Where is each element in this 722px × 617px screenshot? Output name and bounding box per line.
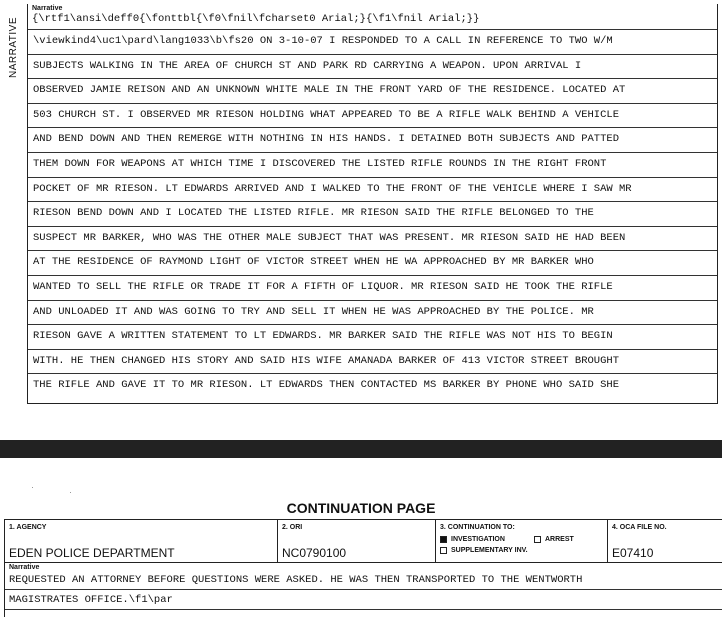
narrative-line: AND BEND DOWN AND THEN REMERGE WITH NOTHING IN HIS HANDS. I DETAINED BOTH SUBJECTS AND PATTED [28, 127, 717, 152]
scan-speck [70, 492, 71, 493]
investigation-checkbox [440, 536, 447, 543]
narrative-line: AND UNLOADED IT AND WAS GOING TO TRY AND SELL IT WHEN HE WAS APPROACHED BY THE POLICE. MR [28, 300, 717, 325]
continuation-form [4, 519, 722, 617]
investigation-option [440, 536, 505, 543]
narrative-line: RIESON GAVE A WRITTEN STATEMENT TO LT EDWARDS. MR BARKER SAID THE RIFLE WAS NOT HIS TO BEGIN [28, 324, 717, 349]
supplementary-option [440, 547, 528, 554]
narrative-line: THEM DOWN FOR WEAPONS AT WHICH TIME I DISCOVERED THE LISTED RIFLE ROUNDS IN THE RIGHT FRONT [28, 152, 717, 177]
narrative-line: \viewkind4\uc1\pard\lang1033\b\fs20 ON 3-10-07 I RESPONDED TO A CALL IN REFERENCE TO TWO W/M [28, 29, 717, 54]
rtf-header-line: {\rtf1\ansi\deff0{\fonttbl{\f0\fnil\fcharset0 Arial;}{\f1\fnil Arial;}} [32, 13, 480, 25]
narrative-line: RIESON BEND DOWN AND I LOCATED THE LISTED RIFLE. MR RIESON SAID THE RIFLE BELONGED TO THE [28, 201, 717, 226]
ori-cell [278, 520, 436, 562]
continuation-narrative-line: MAGISTRATES OFFICE.\f1\par [5, 590, 722, 610]
supplementary-label: SUPPLEMENTARY INV. [451, 547, 528, 554]
investigation-label: INVESTIGATION [451, 536, 505, 543]
oca-cell [608, 520, 722, 562]
arrest-label: ARREST [545, 536, 574, 543]
page-divider-bar [0, 440, 722, 458]
scan-speck [32, 487, 33, 488]
agency-value: EDEN POLICE DEPARTMENT [9, 546, 175, 560]
side-label-text: NARRATIVE [7, 16, 19, 78]
narrative-line: SUSPECT MR BARKER, WHO WAS THE OTHER MALE SUBJECT THAT WAS PRESENT. MR RIESON SAID HE HAD BEEN [28, 226, 717, 251]
narrative-line: WANTED TO SELL THE RIFLE OR TRADE IT FOR A FIFTH OF LIQUOR. MR RIESON SAID HE TOOK THE RIFLE [28, 275, 717, 300]
narrative-line: AT THE RESIDENCE OF RAYMOND LIGHT OF VICTOR STREET WHEN HE WA APPROACHED BY MR BARKER WHO [28, 250, 717, 275]
narrative-line: 503 CHURCH ST. I OBSERVED MR RIESON HOLDING WHAT APPEARED TO BE A RIFLE WALK BEHIND A VEHICLE [28, 103, 717, 128]
continuation-to-label: 3. CONTINUATION TO: [440, 524, 515, 531]
arrest-checkbox [534, 536, 541, 543]
agency-label: 1. AGENCY [9, 524, 47, 531]
narrative-line: THE RIFLE AND GAVE IT TO MR RIESON. LT EDWARDS THEN CONTACTED MS BARKER BY PHONE WHO SAID SHE [28, 373, 717, 398]
narrative-line: OBSERVED JAMIE REISON AND AN UNKNOWN WHITE MALE IN THE FRONT YARD OF THE RESIDENCE. LOCATED AT [28, 78, 717, 103]
ori-label: 2. ORI [282, 524, 303, 531]
supplementary-checkbox [440, 547, 447, 554]
narrative-heading: Narrative [32, 5, 63, 12]
continuation-to-cell [436, 520, 608, 562]
narrative-side-label [4, 12, 22, 82]
narrative-line: SUBJECTS WALKING IN THE AREA OF CHURCH ST AND PARK RD CARRYING A WEAPON. UPON ARRIVAL I [28, 54, 717, 79]
oca-label: 4. OCA FILE NO. [612, 524, 667, 531]
narrative-line: POCKET OF MR RIESON. LT EDWARDS ARRIVED AND I WALKED TO THE FRONT OF THE VEHICLE WHERE I SAW MR [28, 177, 717, 202]
arrest-option [534, 536, 574, 543]
agency-cell [5, 520, 278, 562]
continuation-page-title: CONTINUATION PAGE [286, 500, 436, 516]
ori-value: NC0790100 [282, 546, 347, 560]
continuation-narrative-heading: Narrative [9, 564, 40, 571]
oca-value: E07410 [612, 546, 654, 560]
form-divider [5, 562, 722, 563]
continuation-narrative-line: REQUESTED AN ATTORNEY BEFORE QUESTIONS WERE ASKED. HE WAS THEN TRANSPORTED TO THE WENTWORTH [5, 570, 722, 590]
narrative-box [27, 4, 718, 404]
narrative-line: WITH. HE THEN CHANGED HIS STORY AND SAID HIS WIFE AMANADA BARKER OF 413 VICTOR STREET BROUGHT [28, 349, 717, 374]
